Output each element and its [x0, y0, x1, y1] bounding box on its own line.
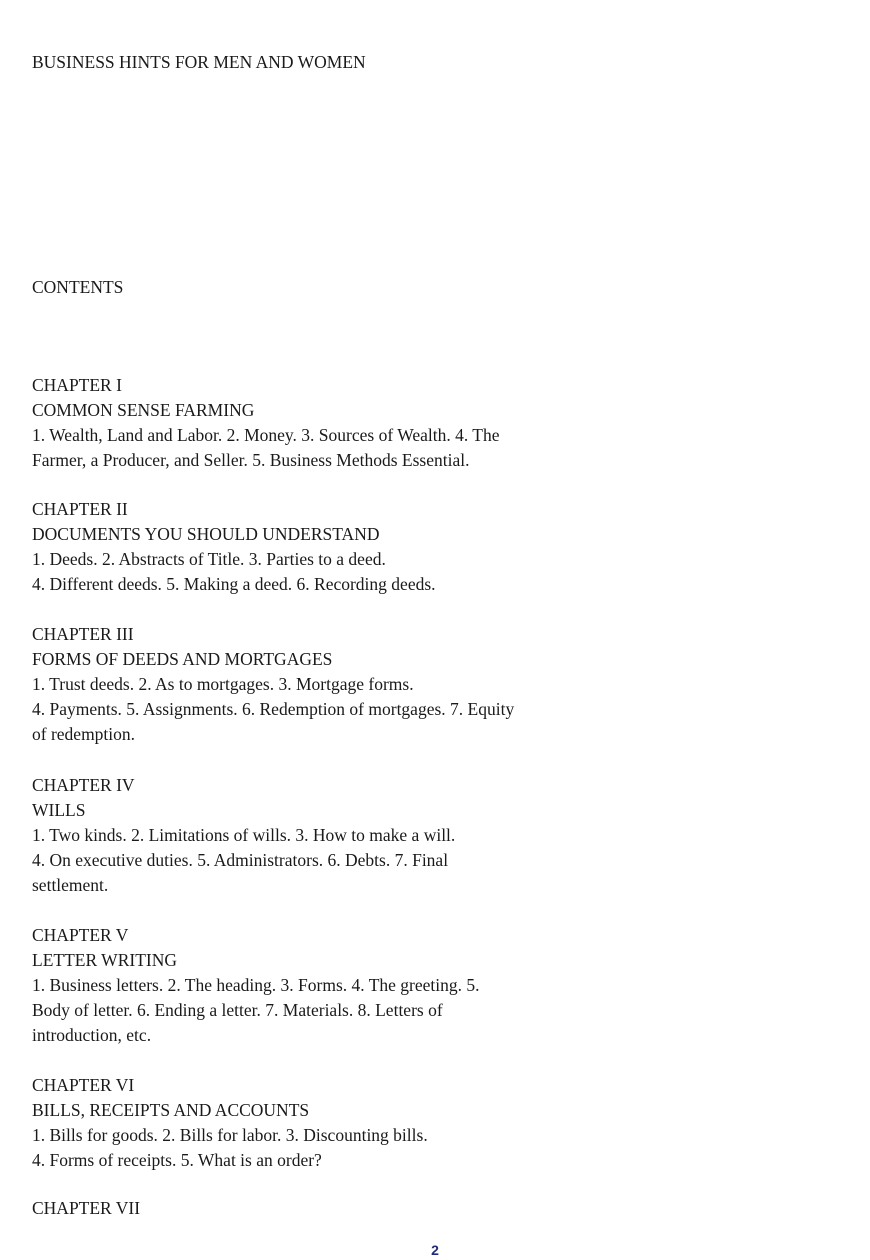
chapter-number: CHAPTER V — [32, 925, 129, 945]
chapter-topics-line: introduction, etc. — [32, 1025, 152, 1045]
chapter-topics-line: 4. On executive duties. 5. Administrators. 6. Debts. 7. Final — [32, 850, 449, 870]
chapter-number: CHAPTER IV — [32, 775, 135, 795]
chapter-number: CHAPTER I — [32, 375, 122, 395]
page-number: 2 — [431, 1242, 439, 1258]
chapter-topics-line: settlement. — [32, 875, 109, 895]
chapter-topics-line: 4. Different deeds. 5. Making a deed. 6. Recording deeds. — [32, 574, 436, 594]
chapter-number: CHAPTER II — [32, 499, 128, 519]
chapter-number: CHAPTER VI — [32, 1075, 135, 1095]
chapter-title: COMMON SENSE FARMING — [32, 400, 255, 420]
chapter-title: FORMS OF DEEDS AND MORTGAGES — [32, 649, 333, 669]
contents-heading: CONTENTS — [32, 277, 124, 297]
book-title: BUSINESS HINTS FOR MEN AND WOMEN — [32, 52, 366, 72]
chapter-title: LETTER WRITING — [32, 950, 177, 970]
chapter-topics-line: 1. Bills for goods. 2. Bills for labor. 3. Discounting bills. — [32, 1125, 428, 1145]
chapter-topics-line: of redemption. — [32, 724, 136, 744]
chapter-topics-line: 1. Deeds. 2. Abstracts of Title. 3. Parties to a deed. — [32, 549, 386, 569]
chapter-topics-line: Farmer, a Producer, and Seller. 5. Business Methods Essential. — [32, 450, 470, 470]
chapter-number: CHAPTER III — [32, 624, 134, 644]
chapter-title: DOCUMENTS YOU SHOULD UNDERSTAND — [32, 524, 380, 544]
chapter-title: WILLS — [32, 800, 86, 820]
chapter-topics-line: 4. Forms of receipts. 5. What is an order? — [32, 1150, 322, 1170]
chapter-topics-line: 1. Business letters. 2. The heading. 3. Forms. 4. The greeting. 5. — [32, 975, 480, 995]
chapter-topics-line: 1. Trust deeds. 2. As to mortgages. 3. Mortgage forms. — [32, 674, 414, 694]
chapter-topics-line: 1. Wealth, Land and Labor. 2. Money. 3. Sources of Wealth. 4. The — [32, 425, 500, 445]
chapter-title: BILLS, RECEIPTS AND ACCOUNTS — [32, 1100, 310, 1120]
chapter-topics-line: Body of letter. 6. Ending a letter. 7. Materials. 8. Letters of — [32, 1000, 443, 1020]
chapter-number: CHAPTER VII — [32, 1198, 141, 1218]
chapter-topics-line: 4. Payments. 5. Assignments. 6. Redemption of mortgages. 7. Equity — [32, 699, 515, 719]
chapter-topics-line: 1. Two kinds. 2. Limitations of wills. 3. How to make a will. — [32, 825, 456, 845]
